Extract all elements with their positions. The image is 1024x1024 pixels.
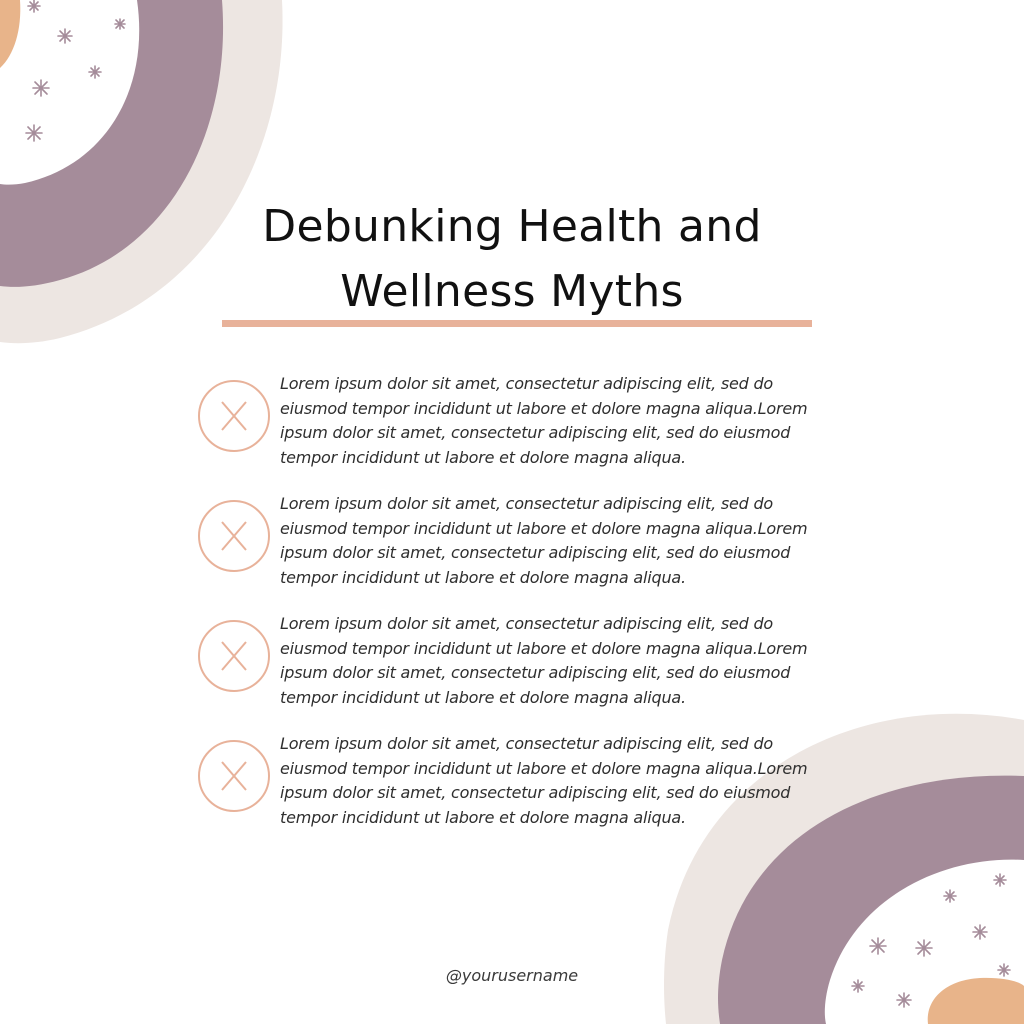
title-line-1: Debunking Health and — [262, 201, 762, 252]
myth-text: Lorem ipsum dolor sit amet, consectetur adipiscing elit, sed do eiusmod tempor incididunt ut labore et dolore magna aliqua.Lorem ipsum dolor sit amet, consectetur adipiscing elit, sed do eiusmod tempor incididunt ut labore et dolore magna aliqua. — [280, 374, 808, 467]
username-handle: @yourusername — [445, 966, 579, 985]
x-circle-icon — [196, 738, 272, 814]
title-underline — [222, 320, 812, 327]
myth-item-1 — [196, 372, 836, 472]
x-circle-icon — [196, 498, 272, 574]
myth-text: Lorem ipsum dolor sit amet, consectetur adipiscing elit, sed do eiusmod tempor incididunt ut labore et dolore magna aliqua.Lorem ipsum dolor sit amet, consectetur adipiscing elit, sed do eiusmod tempor incididunt ut labore et dolore magna aliqua. — [280, 734, 808, 827]
x-circle-icon — [196, 618, 272, 694]
x-circle-icon — [196, 378, 272, 454]
myth-item-4 — [196, 732, 836, 832]
title-line-2: Wellness Myths — [340, 266, 684, 317]
myth-item-2 — [196, 492, 836, 592]
myth-text: Lorem ipsum dolor sit amet, consectetur adipiscing elit, sed do eiusmod tempor incididunt ut labore et dolore magna aliqua.Lorem ipsum dolor sit amet, consectetur adipiscing elit, sed do eiusmod tempor incididunt ut labore et dolore magna aliqua. — [280, 614, 808, 707]
myth-item-3 — [196, 612, 836, 712]
page-title — [0, 194, 1024, 324]
myth-text: Lorem ipsum dolor sit amet, consectetur adipiscing elit, sed do eiusmod tempor incididunt ut labore et dolore magna aliqua.Lorem ipsum dolor sit amet, consectetur adipiscing elit, sed do eiusmod tempor incididunt ut labore et dolore magna aliqua. — [280, 494, 808, 587]
